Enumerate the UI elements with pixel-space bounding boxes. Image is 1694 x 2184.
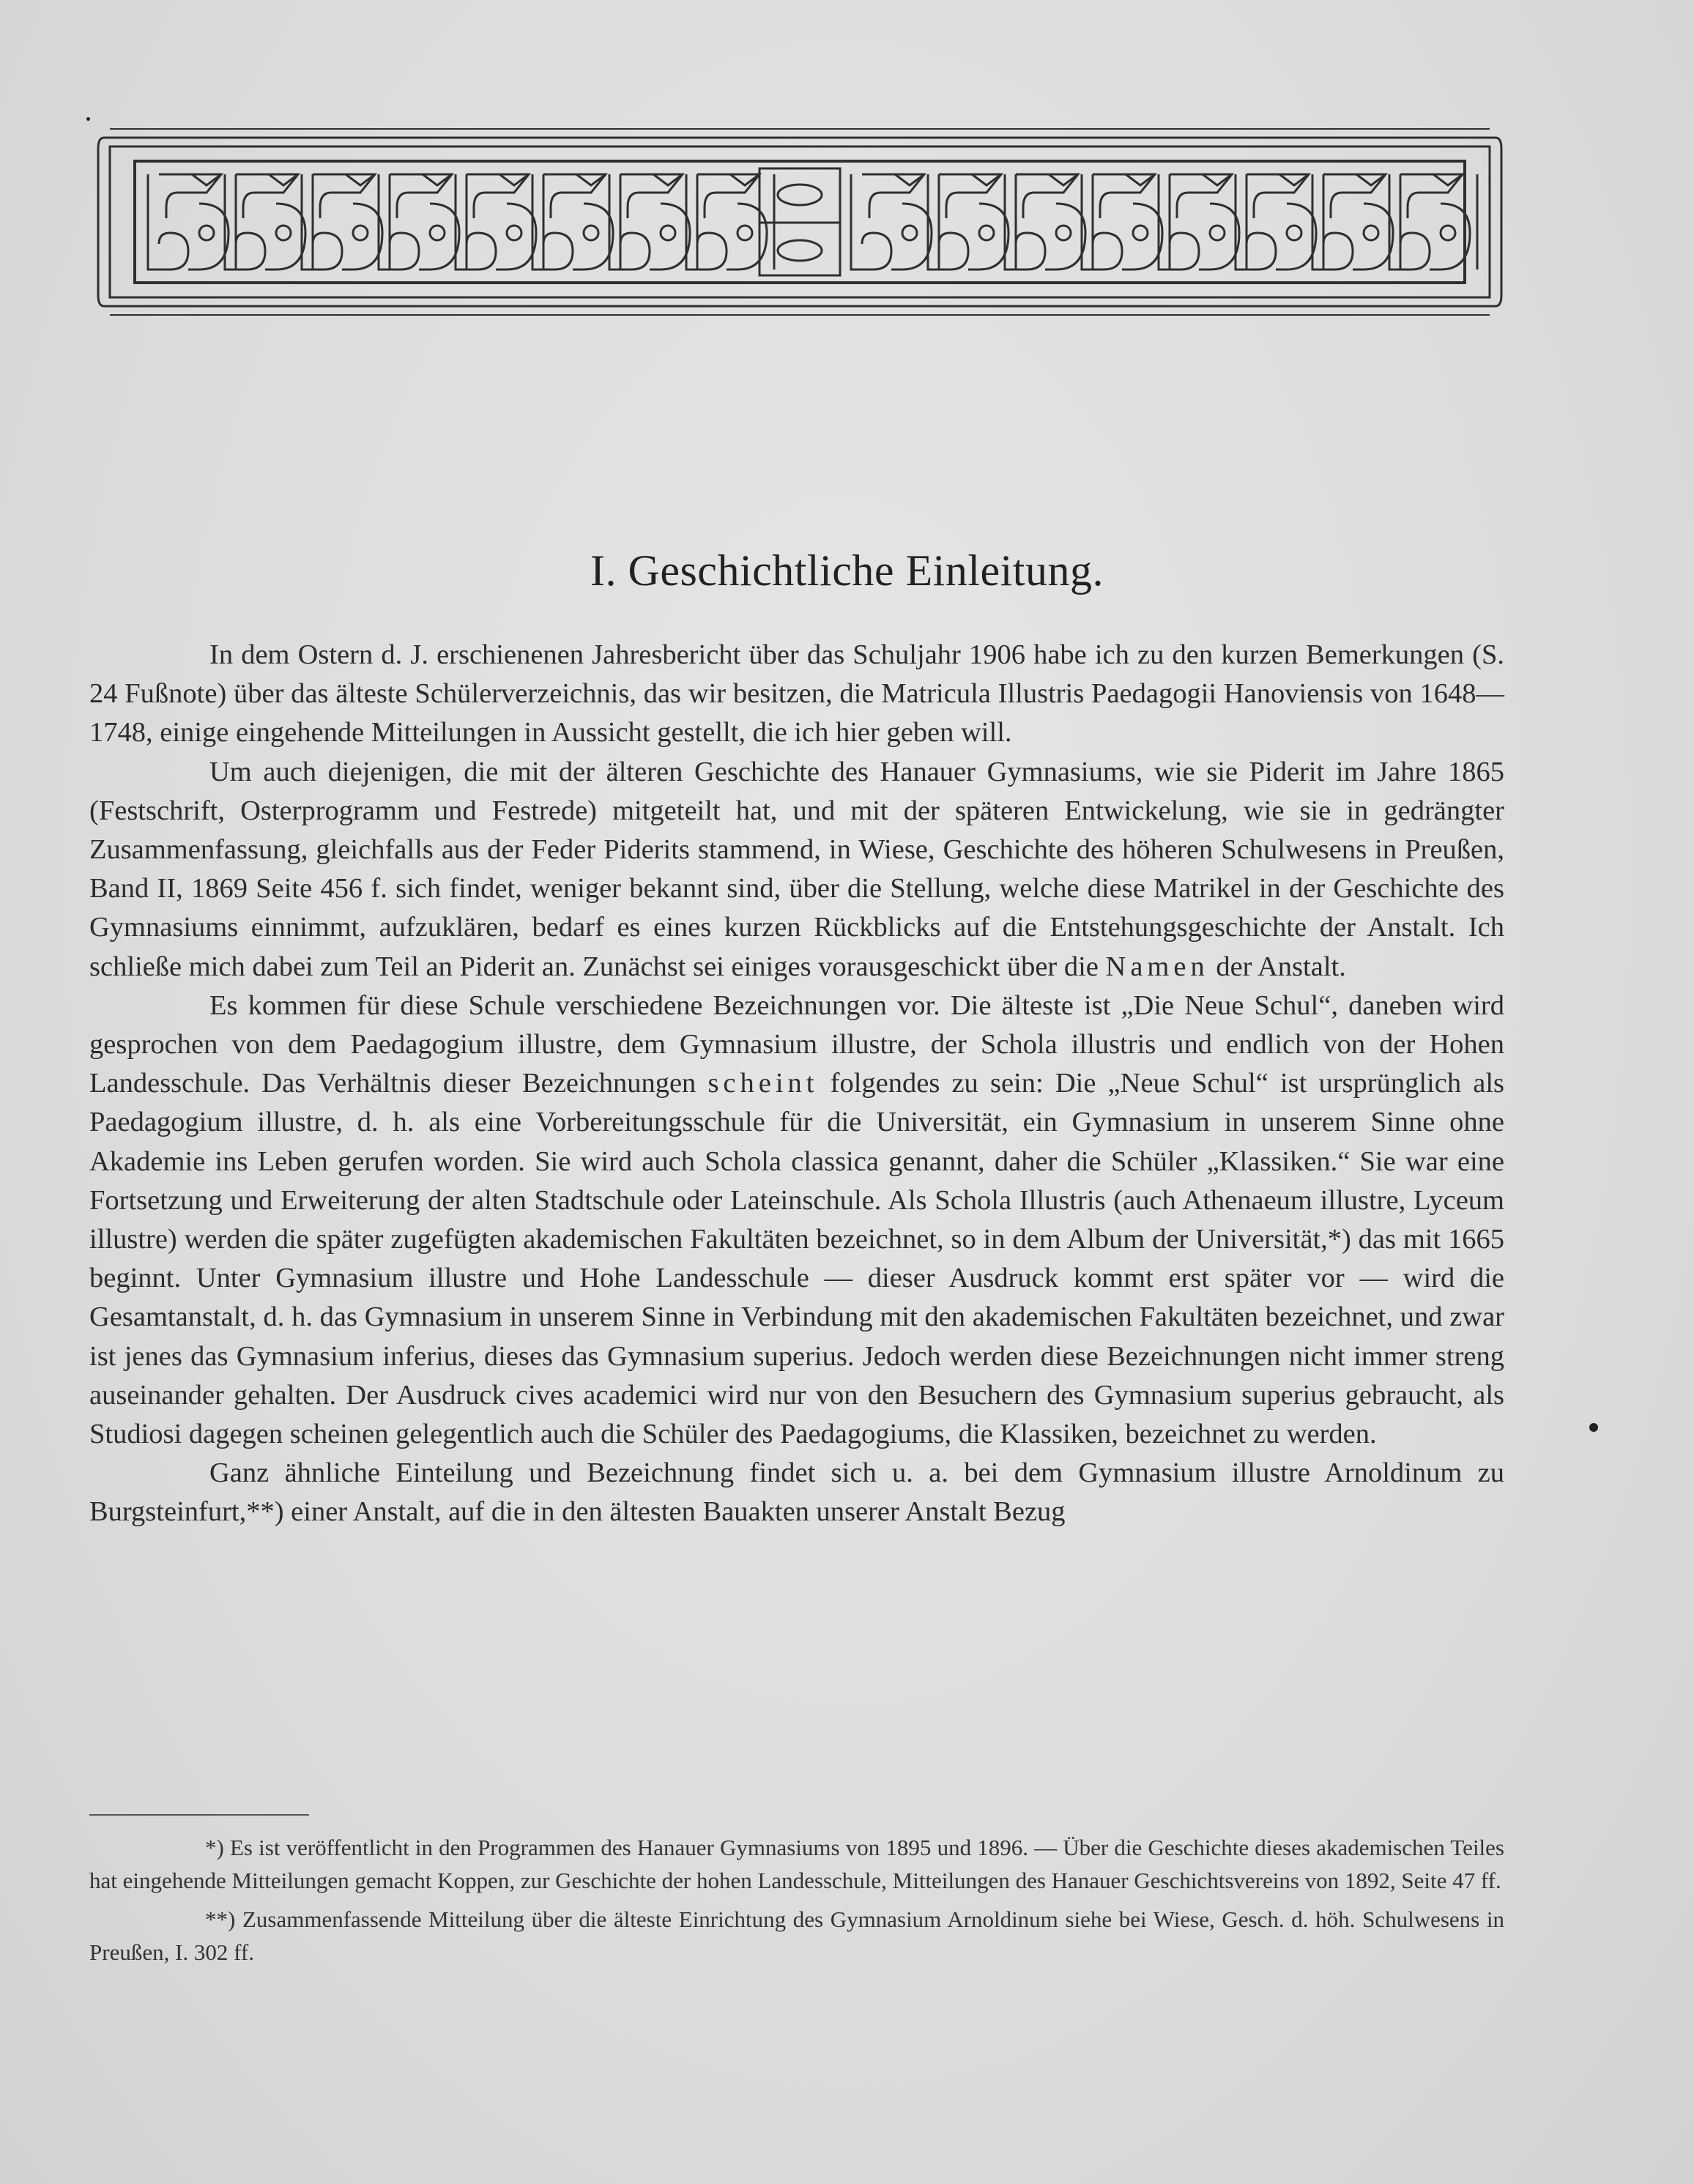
ink-speck	[1589, 1423, 1598, 1432]
footnotes	[89, 1831, 1504, 1969]
footnote-divider	[89, 1814, 309, 1816]
body-text	[89, 636, 1504, 1532]
paragraph-text: Um auch diejenigen, die mit der älteren Geschichte des Hanauer Gymnasiums, wie sie Piderit im Jahre 1865 (Festschrift, Osterprogramm und Festrede) mitgeteilt hat, und mit der späteren Entwickelung, wie sie in gedrängter Zusammenfassung, gleichfalls aus der Feder Piderits stammend, in Wiese, Geschichte des höheren Schulwesens in Preußen, Band II, 1869 Seite 456 f. sich findet, weniger bekannt sind, über die Stellung, welche diese Matrikel in der Geschichte des Gymnasiums einnimmt, aufzuklären, bedarf es eines kurzen Rückblicks auf die Entstehungsgeschichte der Anstalt. Ich schließe mich dabei zum Teil an Piderit an. Zunächst sei einiges vorausgeschickt über die	[89, 756, 1504, 982]
paragraph-text: folgendes zu sein: Die „Neue Schul“ ist ursprünglich als Paedagogium illustre, d. h. als eine Vorbereitungsschule für die Universität, ein Gymnasium in unserem Sinne ohne Akademie ins Leben gerufen worden. Sie wird auch Schola classica genannt, daher die Schüler „Klassiken.“ Sie war eine Fortsetzung und Erweiterung der alten Stadtschule oder Lateinschule. Als Schola Illustris (auch Athenaeum illustre, Lyceum illustre) werden die später zugefügten akademischen Fakultäten bezeichnet, so in dem Album der Universität,*) das mit 1665 beginnt. Unter Gymnasium illustre und Hohe Landesschule — dieser Ausdruck kommt erst später vor — wird die Gesamtanstalt, d. h. das Gymnasium in unserem Sinne in Verbindung mit den akademischen Fakultäten bezeichnet, und zwar ist jenes das Gymnasium inferius, dieses das Gymnasium superius. Jedoch werden diese Bezeichnungen nicht immer streng auseinander gehalten. Der Ausdruck cives academici wird nur von den Besuchern des Gymnasium superius gebraucht, als Studiosi dagegen scheinen gelegentlich auch die Schüler des Paedagogiums, die Klassiken, bezeichnet zu werden.	[89, 1068, 1505, 1450]
paragraph-text: Es kommen für diese Schule verschiedene Bezeichnungen vor. Die älteste ist „Die Neue Schul“, daneben wird gesprochen von dem Paedagogium illustre, dem Gymnasium illustre, der Schola illustris und endlich von der Hohen Landesschule. Das Verhältnis dieser Bezeichnungen	[89, 989, 1504, 1099]
emphasized-word: scheint	[707, 1068, 819, 1099]
paragraph	[89, 753, 1504, 987]
paragraph	[89, 636, 1504, 753]
paragraph	[89, 987, 1504, 1454]
paragraph-text: Ganz ähnliche Einteilung und Bezeichnung findet sich u. a. bei dem Gymnasium illustre Arnoldinum zu Burgsteinfurt,**) einer Anstalt, auf die in den ältesten Bauakten unserer Anstalt Bezug	[89, 1457, 1504, 1528]
page-title: I. Geschichtliche Einleitung.	[590, 546, 1104, 595]
decorative-frieze-icon	[97, 123, 1503, 321]
paragraph	[89, 1454, 1504, 1531]
emphasized-word: Namen	[1105, 951, 1209, 982]
footnote: **) Zusammenfassende Mitteilung über die älteste Einrichtung des Gymnasium Arnoldinum siehe bei Wiese, Gesch. d. höh. Schulwesens in Preußen, I. 302 ff.	[89, 1906, 1504, 1965]
paragraph-text: In dem Ostern d. J. erschienenen Jahresbericht über das Schuljahr 1906 habe ich zu den kurzen Bemerkungen (S. 24 Fußnote) über das älteste Schülerverzeichnis, das wir besitzen, die Matricula Illustris Paedagogii Hanoviensis von 1648—1748, einige eingehende Mitteilungen in Aussicht gestellt, die ich hier geben will.	[89, 639, 1504, 749]
footnote: *) Es ist veröffentlicht in den Programmen des Hanauer Gymnasiums von 1895 und 1896. — Über die Geschichte dieses akademischen Teiles hat eingehende Mitteilungen gemacht Koppen, zur Geschichte der hohen Landesschule, Mitteilungen des Hanauer Geschichtsvereins von 1892, Seite 47 ff.	[89, 1835, 1504, 1893]
paragraph-text: der Anstalt.	[1208, 951, 1346, 982]
ink-speck	[86, 117, 90, 121]
